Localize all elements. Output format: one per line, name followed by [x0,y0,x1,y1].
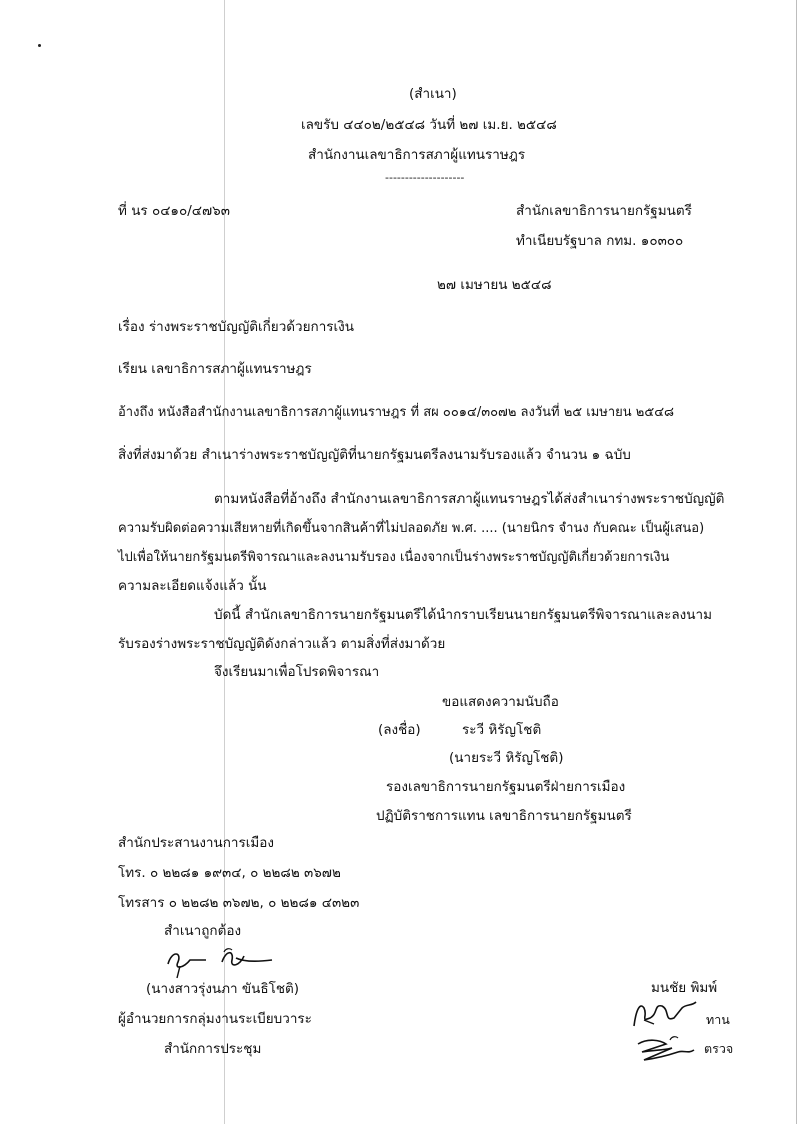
signatory-position-line-1: รองเลขาธิการนายกรัฐมนตรีฝ่ายการเมือง [386,779,626,795]
typist-role-checked: ตรวจ [704,1041,734,1056]
certifier-position: ผู้อำนวยการกลุ่มงานระเบียบวาระ [118,1011,312,1027]
certifier-signature [160,944,280,980]
scan-speck [38,44,41,47]
enclosure-line: สิ่งที่ส่งมาด้วย สำเนาร่างพระราชบัญญัติที่นายกรัฐมนตรีลงนามรับรองแล้ว จำนวน ๑ ฉบับ [118,447,631,463]
closing-regards: ขอแสดงความนับถือ [442,694,559,710]
receiving-office: สำนักงานเลขาธิการสภาผู้แทนราษฎร [308,147,526,163]
scan-edge-line [796,0,797,1124]
header-divider: -------------------- [385,171,465,184]
addressee-line: เรียน เลขาธิการสภาผู้แทนราษฎร [118,361,312,377]
receipt-stamp-line: เลขรับ ๔๔๐๒/๒๕๔๘ วันที่ ๒๗ เม.ย. ๒๕๔๘ [301,117,557,133]
contact-fax: โทรสาร ๐ ๒๒๘๒ ๓๖๗๒, ๐ ๒๒๘๑ ๔๓๒๓ [118,895,360,911]
reference-number: ที่ นร ๐๔๑๐/๔๗๖๓ [118,203,230,219]
letter-date: ๒๗ เมษายน ๒๕๔๘ [437,277,552,293]
body-paragraph-1-line-4: ความละเอียดแจ้งแล้ว นั้น [118,578,267,594]
checker-initials [632,1034,698,1068]
body-paragraph-1-line-1: ตามหนังสือที่อ้างถึง สำนักงานเลขาธิการสภาผู้แทนราษฎรได้ส่งสำเนาร่างพระราชบัญญัติ [214,491,725,507]
certified-copy-label: สำเนาถูกต้อง [164,923,242,939]
certifier-office: สำนักการประชุม [164,1041,262,1057]
signed-name: ระวี หิรัญโชติ [462,722,542,738]
signed-label: (ลงชื่อ) [378,722,421,738]
sender-address: ทำเนียบรัฐบาล กทม. ๑๐๓๐๐ [516,233,684,249]
typist-role-typed: ทาน [706,1012,730,1027]
subject-line: เรื่อง ร่างพระราชบัญญัติเกี่ยวด้วยการเงิน [118,319,354,335]
typist-name: มนชัย พิมพ์ [651,980,718,996]
signatory-position-line-2: ปฏิบัติราชการแทน เลขาธิการนายกรัฐมนตรี [376,808,632,824]
body-paragraph-1-line-3: ไปเพื่อให้นายกรัฐมนตรีพิจารณาและลงนามรับรอง เนื่องจากเป็นร่างพระราชบัญญัติเกี่ยวด้วยการเงิน [118,550,670,565]
certifier-name: (นางสาวรุ่งนภา ขันธิโชติ) [146,981,300,997]
reference-line: อ้างถึง หนังสือสำนักงานเลขาธิการสภาผู้แทนราษฎร ที่ สผ ๐๐๑๔/๓๐๗๒ ลงวันที่ ๒๕ เมษายน ๒๕๔๘ [118,405,675,420]
typist-initials [630,998,700,1032]
body-paragraph-3: จึงเรียนมาเพื่อโปรดพิจารณา [214,664,380,680]
printed-name: (นายระวี หิรัญโชติ) [449,750,564,766]
contact-phone: โทร. ๐ ๒๒๘๑ ๑๙๓๔, ๐ ๒๒๘๒ ๓๖๗๒ [118,865,341,881]
copy-mark: (สำเนา) [409,86,457,102]
contact-unit: สำนักประสานงานการเมือง [118,835,274,851]
body-paragraph-1-line-2: ความรับผิดต่อความเสียหายที่เกิดขึ้นจากสินค้าที่ไม่ปลอดภัย พ.ศ. .... (นายนิกร จำนง กับคณะ เป็นผู้เสนอ) [118,521,705,536]
body-paragraph-2-line-2: รับรองร่างพระราชบัญญัติดังกล่าวแล้ว ตามสิ่งที่ส่งมาด้วย [118,636,446,652]
sender-office: สำนักเลขาธิการนายกรัฐมนตรี [516,203,692,219]
body-paragraph-2-line-1: บัดนี้ สำนักเลขาธิการนายกรัฐมนตรีได้นำกราบเรียนนายกรัฐมนตรีพิจารณาและลงนาม [214,607,712,623]
